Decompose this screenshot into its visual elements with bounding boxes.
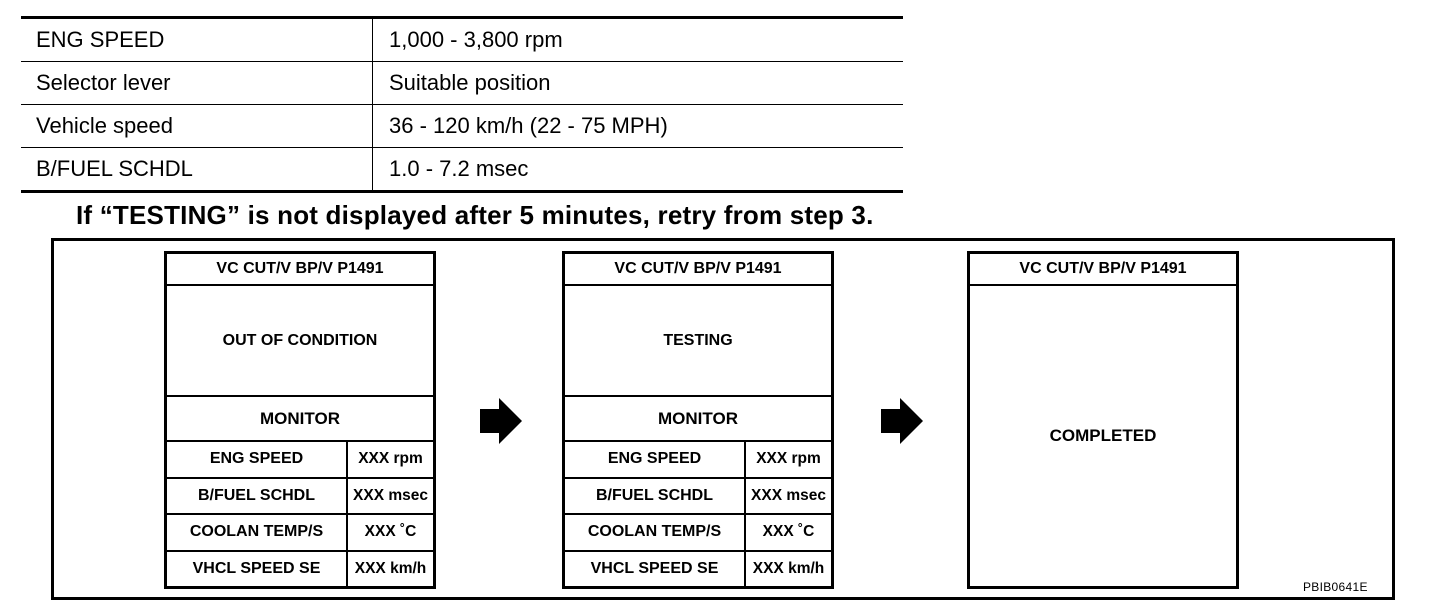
condition-table (21, 16, 903, 193)
screen-title: VC CUT/V BP/V P1491 (970, 254, 1236, 286)
screen-title: VC CUT/V BP/V P1491 (565, 254, 831, 286)
consult-screen-testing (562, 251, 834, 589)
monitor-row (167, 477, 433, 514)
right-arrow-icon (480, 398, 522, 444)
monitor-row (167, 442, 433, 477)
monitor-row (167, 513, 433, 550)
monitor-label: MONITOR (565, 397, 831, 442)
condition-value: 1,000 - 3,800 rpm (389, 27, 563, 52)
consult-screen-completed (967, 251, 1239, 589)
figure-code: PBIB0641E (1303, 580, 1368, 594)
condition-value: Suitable position (389, 70, 551, 95)
condition-value: 1.0 - 7.2 msec (389, 156, 529, 181)
monitor-item-name: COOLAN TEMP/S (565, 515, 746, 550)
table-row (21, 19, 903, 61)
condition-item: Selector lever (21, 62, 373, 104)
table-row (21, 104, 903, 147)
table-row (21, 61, 903, 104)
monitor-label: MONITOR (167, 397, 433, 442)
monitor-item-value: XXX msec (353, 486, 428, 504)
monitor-item-name: VHCL SPEED SE (167, 552, 348, 587)
condition-value: 36 - 120 km/h (22 - 75 MPH) (389, 113, 668, 138)
screen-status: OUT OF CONDITION (167, 286, 433, 397)
monitor-item-value: XXX ˚C (762, 523, 815, 541)
monitor-item-value: XXX ˚C (364, 523, 417, 541)
instruction-text: If “TESTING” is not displayed after 5 minutes, retry from step 3. (76, 200, 874, 230)
condition-item: B/FUEL SCHDL (21, 148, 373, 190)
screen-status: TESTING (565, 286, 831, 397)
monitor-item-name: B/FUEL SCHDL (167, 479, 348, 514)
condition-item: Vehicle speed (21, 105, 373, 147)
screen-status: COMPLETED (1049, 426, 1157, 445)
consult-screen-out-of-condition (164, 251, 436, 589)
monitor-item-name: ENG SPEED (167, 442, 348, 477)
monitor-item-value: XXX msec (751, 486, 826, 504)
monitor-item-name: VHCL SPEED SE (565, 552, 746, 587)
condition-item: ENG SPEED (21, 19, 373, 61)
monitor-row (167, 550, 433, 587)
monitor-row (565, 442, 831, 477)
monitor-item-value: XXX km/h (752, 559, 825, 577)
screen-title: VC CUT/V BP/V P1491 (167, 254, 433, 286)
monitor-item-value: XXX km/h (354, 559, 427, 577)
monitor-item-name: ENG SPEED (565, 442, 746, 477)
table-row (21, 147, 903, 190)
monitor-item-value: XXX rpm (358, 450, 423, 468)
monitor-row (565, 550, 831, 587)
monitor-item-name: COOLAN TEMP/S (167, 515, 348, 550)
right-arrow-icon (881, 398, 923, 444)
monitor-item-name: B/FUEL SCHDL (565, 479, 746, 514)
monitor-row (565, 477, 831, 514)
monitor-item-value: XXX rpm (756, 450, 821, 468)
monitor-row (565, 513, 831, 550)
